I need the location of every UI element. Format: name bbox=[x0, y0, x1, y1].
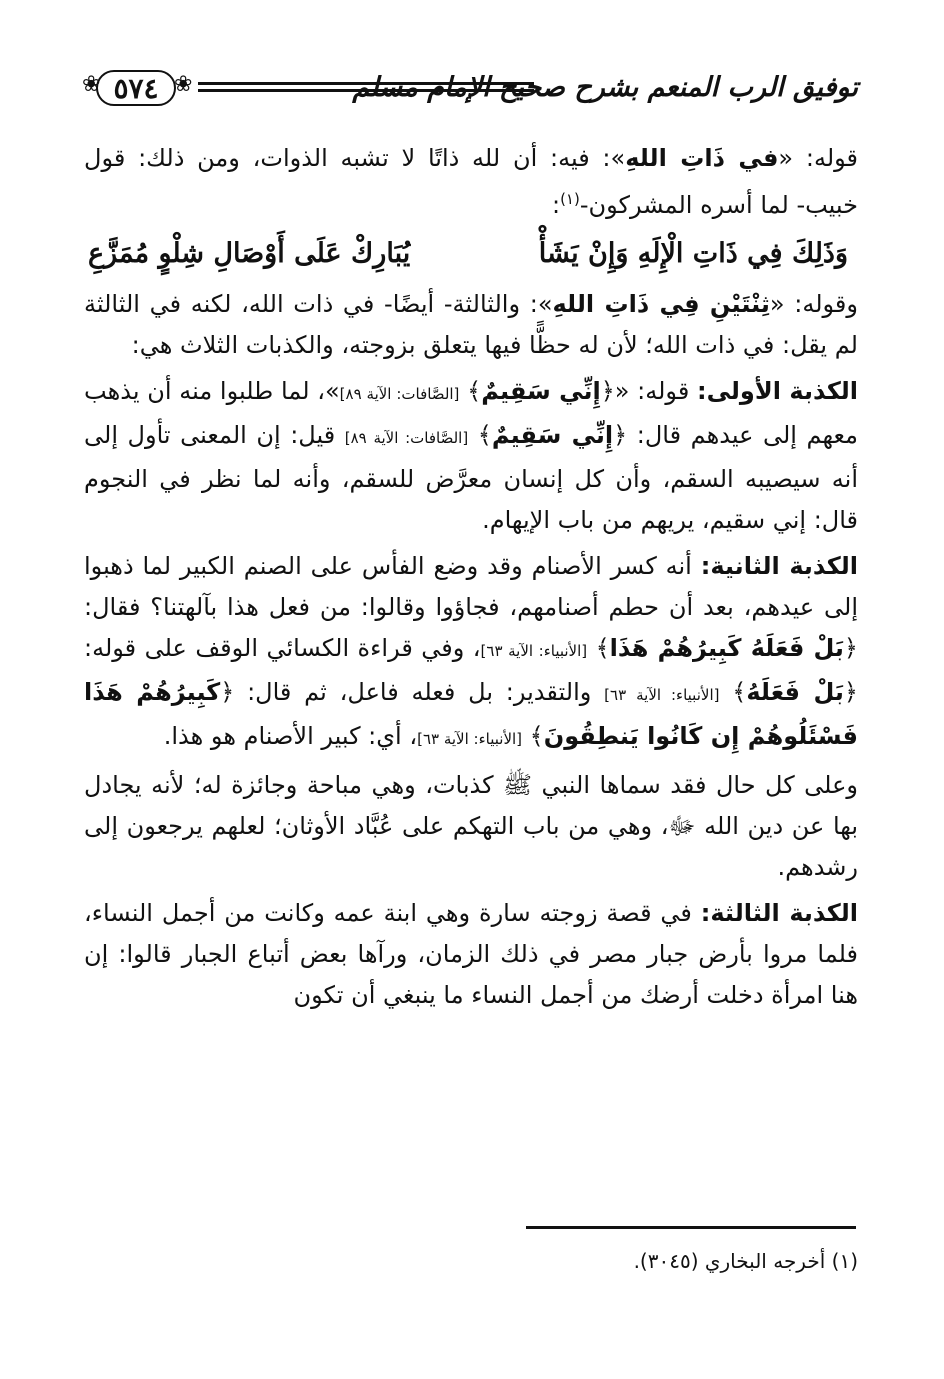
page-number bbox=[88, 66, 184, 110]
verse-citation: [الأنبياء: الآية ٦٣] bbox=[604, 686, 720, 704]
hadith-quote: ثِنْتَيْنِ فِي ذَاتِ اللهِ bbox=[552, 290, 770, 318]
verse-citation: [الصَّافات: الآية ٨٩] bbox=[339, 385, 460, 403]
quran-quote: بَلْ فَعَلَهُ bbox=[746, 678, 844, 706]
verse-citation: [الصَّافات: الآية ٨٩] bbox=[344, 429, 469, 447]
page-number-text: ٥٧٤ bbox=[113, 71, 159, 105]
section-label: الكذبة الثانية: bbox=[700, 552, 858, 580]
poem-verse bbox=[84, 231, 858, 277]
quran-quote: إِنِّي سَقِيمٌ bbox=[491, 421, 614, 449]
hadith-quote: في ذَاتِ اللهِ bbox=[625, 144, 779, 172]
quran-quote: بَلْ فَعَلَهُ كَبِيرُهُمْ هَذَا bbox=[609, 634, 844, 662]
section-label: الكذبة الثالثة: bbox=[700, 899, 858, 927]
paragraph-2: وقوله: «ثِنْتَيْنِ فِي ذَاتِ اللهِ»: والثالثة- أيضًا- في ذات الله، لكنه في الثالثة لم يقل: في ذات الله؛ لأن له حظًّا فيها يتعلق بزوجته، والكذبات الثلاث هي: bbox=[84, 290, 858, 359]
verse-citation: [الأنبياء: الآية ٦٣] bbox=[480, 642, 588, 660]
ornament-right-icon: ❀ bbox=[174, 72, 193, 97]
main-text bbox=[84, 138, 858, 1021]
paragraph-1: قوله: «في ذَاتِ اللهِ»: فيه: أن لله ذاتًا لا تشبه الذوات، ومن ذلك: قول خبيب- لما أسره المشركون-$^{(١)}$: bbox=[84, 144, 859, 219]
ornament-left-icon: ❀ bbox=[82, 72, 101, 97]
verse-citation: [الأنبياء: الآية ٦٣] bbox=[417, 730, 523, 748]
verse-first-hemistich: وَذَلِكَ فِي ذَاتِ الْإِلَهِ وَإِنْ يَشَأْ bbox=[538, 238, 848, 269]
section-label: الكذبة الأولى: bbox=[697, 377, 859, 405]
verse-second-hemistich: يُبَارِكْ عَلَى أَوْصَالِ شِلْوٍ مُمَزَّعِ bbox=[88, 238, 411, 269]
footnote-separator bbox=[526, 1226, 856, 1229]
footnote-marker: (١) bbox=[560, 190, 580, 208]
book-title: توفيق الرب المنعم بشرح صحيح الإمام مسلم bbox=[352, 72, 858, 103]
paragraph-5: وعلى كل حال فقد سماها النبي ﷺ كذبات، وهي مباحة وجائزة له؛ لأنه يجادل بها عن دين الله ﷻ، وهي من باب التهكم على عُبَّاد الأوثان؛ لعلهم يرجعون إلى رشدهم. bbox=[84, 771, 858, 881]
page-header bbox=[82, 58, 858, 128]
paragraph-3: الكذبة الأولى: قوله: «﴿إِنِّي سَقِيمٌ﴾ [الصَّافات: الآية ٨٩]»، لما طلبوا منه أن يذهب معهم إلى عيدهم قال: ﴿إِنِّي سَقِيمٌ﴾ [الصَّافات: الآية ٨٩] قيل: إن المعنى تأول إلى أنه سيصيبه السقم، وأن كل إنسان معرَّض للسقم، وأنه لما نظر في النجوم قال: إني سقيم، يريهم من باب الإيهام. bbox=[84, 377, 859, 534]
footnote: (١) أخرجه البخاري (٣٠٤٥). bbox=[633, 1249, 858, 1273]
quran-quote: كَبِيرُهُمْ هَذَا فَسْئَلُوهُمْ إِن كَانُوا يَنطِقُونَ bbox=[84, 678, 858, 750]
quran-quote: إِنِّي سَقِيمٌ bbox=[481, 377, 601, 405]
paragraph-4: الكذبة الثانية: أنه كسر الأصنام وقد وضع الفأس على الصنم الكبير لما ذهبوا إلى عيدهم، بعد أن حطم أصنامهم، فجاؤوا وقالوا: من فعل هذا بآلهتنا؟ فقال: ﴿بَلْ فَعَلَهُ كَبِيرُهُمْ هَذَا﴾ [الأنبياء: الآية ٦٣]، وفي قراءة الكسائي الوقف على قوله: ﴿بَلْ فَعَلَهُ﴾ [الأنبياء: الآية ٦٣] والتقدير: بل فعله فاعل، ثم قال: ﴿كَبِيرُهُمْ هَذَا فَسْئَلُوهُمْ إِن كَانُوا يَنطِقُونَ﴾ [الأنبياء: الآية ٦٣]، أي: كبير الأصنام هو هذا. bbox=[84, 552, 858, 750]
paragraph-6: الكذبة الثالثة: في قصة زوجته سارة وهي ابنة عمه وكانت من أجمل النساء، فلما مروا بأرض جبار مصر في ذلك الزمان، ورآها بعض أتباع الجبار قالوا: إن هنا امرأة دخلت أرضك من أجمل النساء ما ينبغي أن تكون bbox=[84, 899, 858, 1009]
